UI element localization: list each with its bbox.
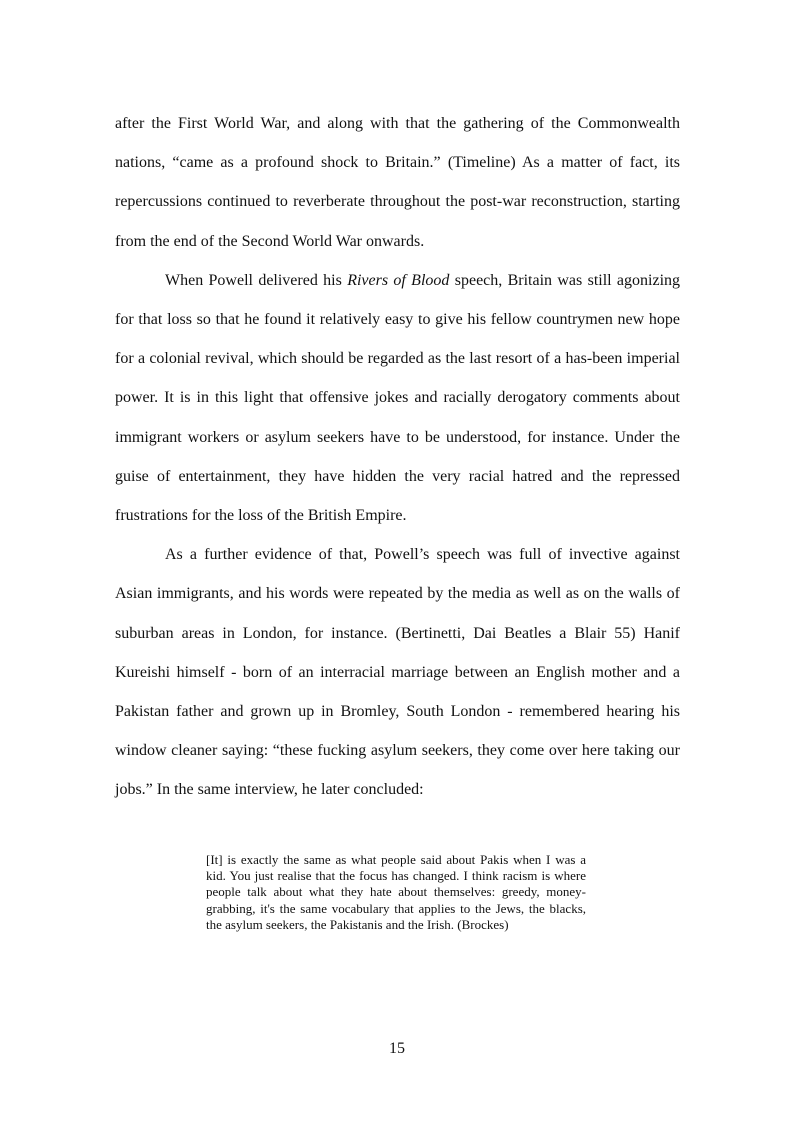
paragraph-2 [115,261,680,535]
speech-title: Rivers of Blood [347,271,450,289]
paragraph-2-start: When Powell delivered his [165,271,348,289]
block-quote: [It] is exactly the same as what people said about Pakis when I was a kid. You just realise that the focus has changed. I think racism is where people talk about what they hate about themselves: greedy, money-grabbing, it's the same vocabulary that applies to the Jews, the blacks, the asylum seekers, the Pakistanis and the Irish. (Brockes) [206,852,586,932]
body-text [115,104,680,810]
page-number: 15 [389,1040,405,1057]
paragraph-3: As a further evidence of that, Powell’s speech was full of invective against Asian immigrants, and his words were repeated by the media as well as on the walls of suburban areas in London, for instance. (Bertinetti, Dai Beatles a Blair 55) Hanif Kureishi himself - born of an interracial marriage between an English mother and a Pakistan father and grown up in Bromley, South London - remembered hearing his window cleaner saying: “these fucking asylum seekers, they come over here taking our jobs.” In the same interview, he later concluded: [115,546,680,799]
paragraph-2-rest: speech, Britain was still agonizing for that loss so that he found it relatively easy to give his fellow countrymen new hope for a colonial revival, which should be regarded as the last resort of a has-been imperial power. It is in this light that offensive jokes and racially derogatory comments about immigrant workers or asylum seekers have to be understood, for instance. Under the guise of entertainment, they have hidden the very racial hatred and the repressed frustrations for the loss of the British Empire. [115,271,681,525]
paragraph-1: after the First World War, and along with that the gathering of the Commonwealth nations, “came as a profound shock to Britain.” (Timeline) As a matter of fact, its repercussions continued to reverberate throughout the post-war reconstruction, starting from the end of the Second World War onwards. [115,115,680,250]
